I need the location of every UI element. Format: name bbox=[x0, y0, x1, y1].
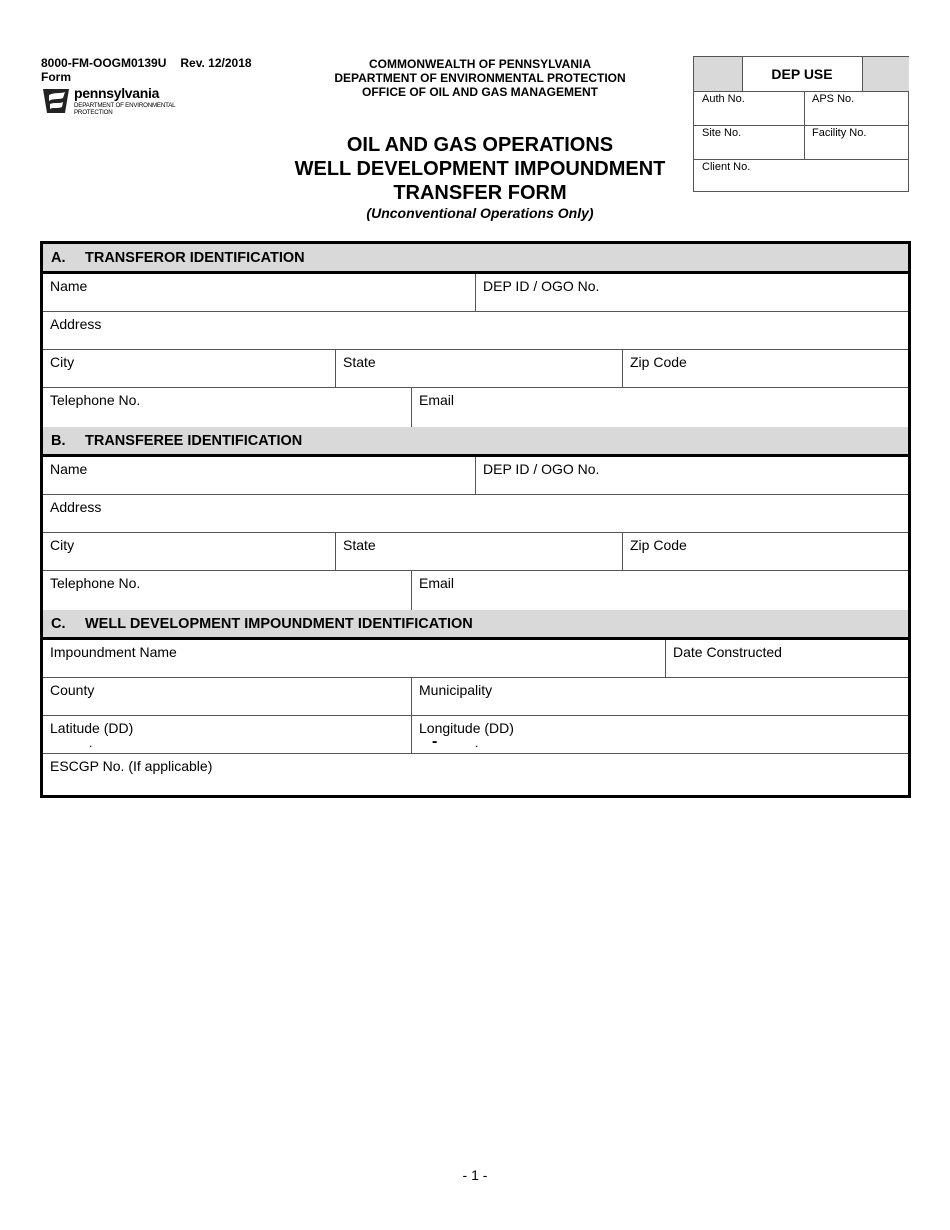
agency-line-2: DEPARTMENT OF ENVIRONMENTAL PROTECTION bbox=[334, 71, 626, 85]
transferee-name-field[interactable]: Name bbox=[43, 457, 476, 494]
transferee-email-field[interactable]: Email bbox=[419, 575, 455, 591]
date-constructed-field[interactable]: Date Constructed bbox=[673, 644, 782, 660]
agency-line-1: COMMONWEALTH OF PENNSYLVANIA bbox=[369, 57, 591, 71]
longitude-label: Longitude (DD) bbox=[419, 720, 514, 736]
aps-no-field[interactable]: APS No. bbox=[812, 93, 855, 105]
transferee-zip-field[interactable]: Zip Code bbox=[630, 537, 687, 553]
form-number-block bbox=[41, 56, 252, 84]
transferee-dep-id-field[interactable]: DEP ID / OGO No. bbox=[483, 461, 600, 477]
section-a-header: A. TRANSFEROR IDENTIFICATION bbox=[43, 244, 908, 274]
logo-subtext: DEPARTMENT OF ENVIRONMENTAL PROTECTION bbox=[74, 102, 176, 116]
form-subtitle: (Unconventional Operations Only) bbox=[366, 205, 594, 221]
latitude-decimal-mark: . bbox=[89, 736, 93, 750]
transferee-city-field[interactable]: City bbox=[43, 533, 336, 570]
transferee-telephone-field[interactable]: Telephone No. bbox=[43, 571, 412, 610]
keystone-icon bbox=[41, 86, 71, 116]
impoundment-name-field[interactable]: Impoundment Name bbox=[43, 640, 666, 677]
form-label: Form bbox=[41, 70, 71, 84]
transferee-address-field[interactable]: Address bbox=[50, 499, 102, 515]
section-a-title: TRANSFEROR IDENTIFICATION bbox=[85, 249, 305, 266]
dep-use-box bbox=[693, 56, 909, 192]
pa-dep-logo bbox=[41, 86, 191, 118]
escgp-field[interactable]: ESCGP No. (If applicable) bbox=[50, 758, 213, 774]
transferor-dep-id-field[interactable]: DEP ID / OGO No. bbox=[483, 278, 600, 294]
longitude-minus-mark: - bbox=[432, 733, 438, 750]
transferor-zip-field[interactable]: Zip Code bbox=[630, 354, 687, 370]
main-form bbox=[40, 241, 911, 798]
transferor-address-field[interactable]: Address bbox=[50, 316, 102, 332]
latitude-field[interactable] bbox=[43, 716, 412, 753]
transferor-name-field[interactable]: Name bbox=[43, 274, 476, 311]
section-b-title: TRANSFEREE IDENTIFICATION bbox=[85, 432, 303, 449]
facility-no-field[interactable]: Facility No. bbox=[812, 127, 867, 139]
section-b-header: B. TRANSFEREE IDENTIFICATION bbox=[43, 427, 908, 457]
client-no-field[interactable]: Client No. bbox=[702, 161, 751, 173]
page-number: - 1 - bbox=[462, 1167, 488, 1183]
transferor-city-field[interactable]: City bbox=[43, 350, 336, 387]
transferor-email-field[interactable]: Email bbox=[419, 392, 455, 408]
longitude-field[interactable] bbox=[412, 716, 908, 753]
agency-heading bbox=[300, 57, 660, 99]
agency-line-3: OFFICE OF OIL AND GAS MANAGEMENT bbox=[362, 85, 598, 99]
transferor-telephone-field[interactable]: Telephone No. bbox=[43, 388, 412, 427]
section-c-title: WELL DEVELOPMENT IMPOUNDMENT IDENTIFICATION bbox=[85, 615, 473, 632]
form-number: 8000-FM-OOGM0139U bbox=[41, 56, 167, 70]
municipality-field[interactable]: Municipality bbox=[419, 682, 493, 698]
site-no-field[interactable]: Site No. bbox=[702, 127, 742, 139]
transferor-state-field[interactable]: State bbox=[336, 350, 623, 387]
auth-no-field[interactable]: Auth No. bbox=[702, 93, 745, 105]
section-c-header: C. WELL DEVELOPMENT IMPOUNDMENT IDENTIFICATION bbox=[43, 610, 908, 640]
county-field[interactable]: County bbox=[43, 678, 412, 715]
revision: Rev. 12/2018 bbox=[180, 56, 252, 70]
dep-use-heading: DEP USE bbox=[771, 66, 833, 82]
form-title: OIL AND GAS OPERATIONS WELL DEVELOPMENT IMPOUNDMENT TRANSFER FORM bbox=[294, 134, 666, 204]
transferee-state-field[interactable]: State bbox=[336, 533, 623, 570]
longitude-decimal-mark: . bbox=[475, 736, 479, 750]
latitude-label: Latitude (DD) bbox=[50, 720, 134, 736]
logo-text: pennsylvania bbox=[74, 85, 160, 101]
